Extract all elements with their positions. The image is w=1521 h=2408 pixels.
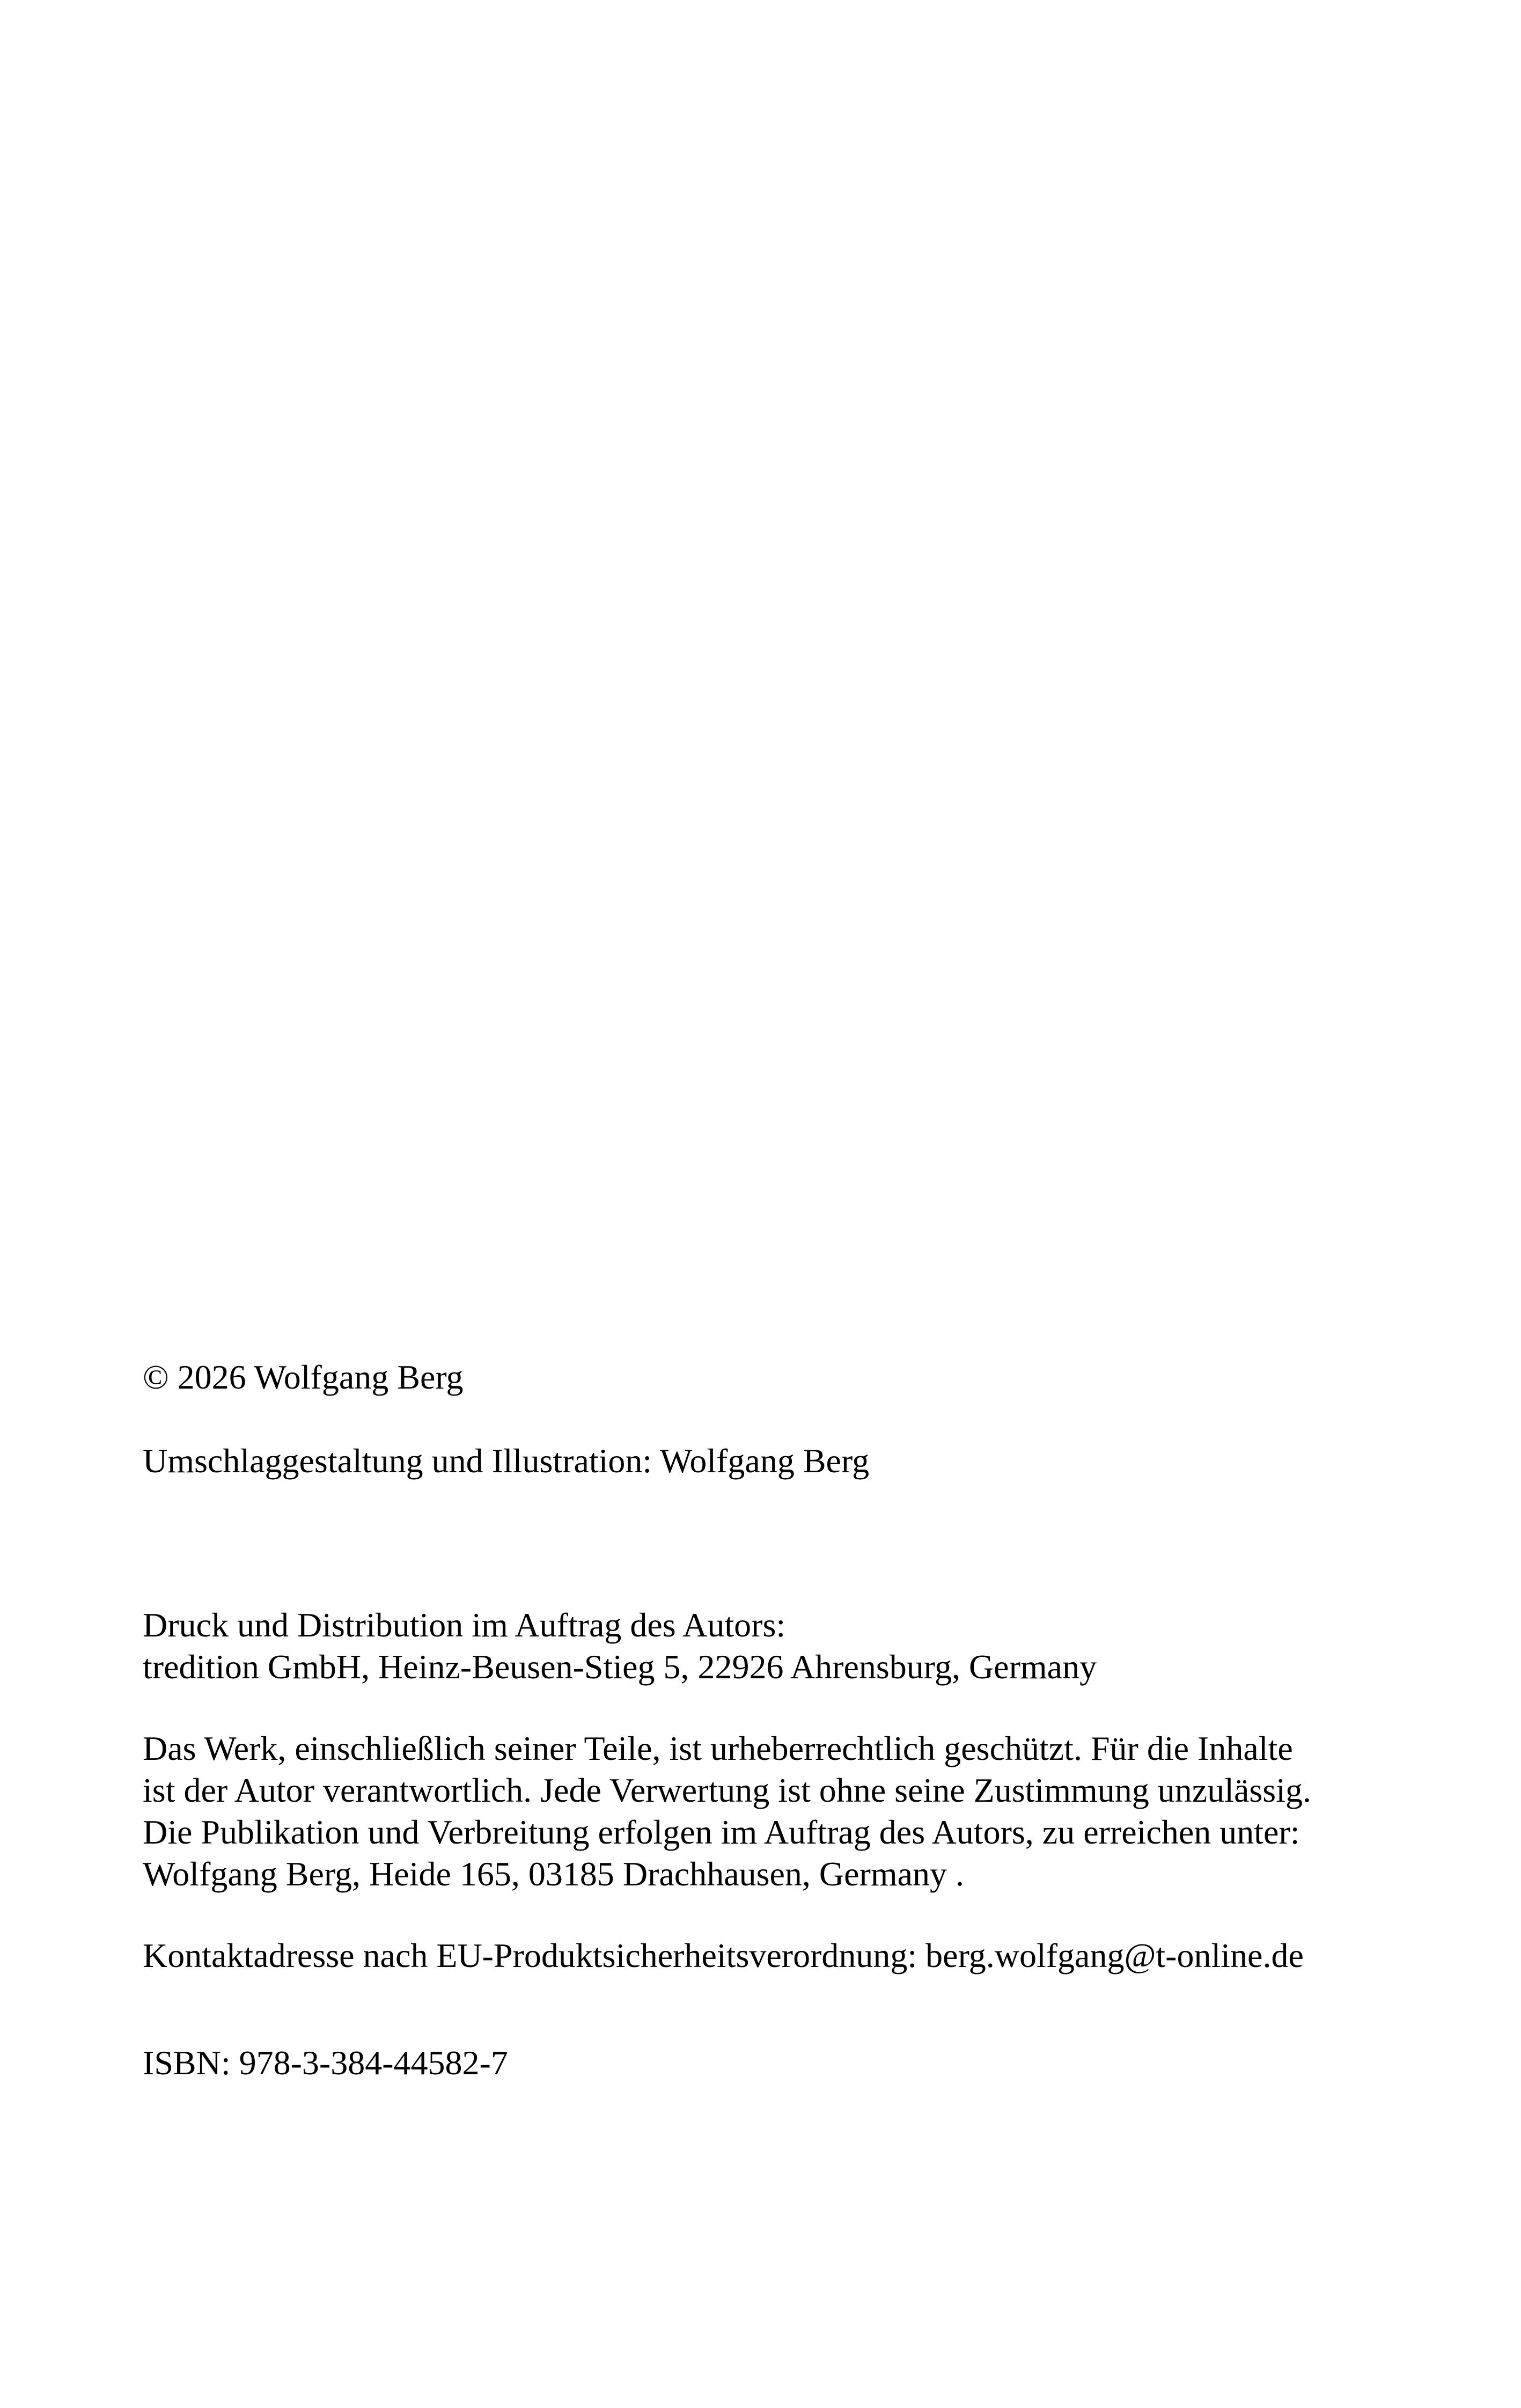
legal-notice bbox=[143, 1728, 1409, 1895]
isbn: ISBN: 978-3-384-44582-7 bbox=[143, 2044, 508, 2082]
distribution-line-1: Druck und Distribution im Auftrag des Autors: bbox=[143, 1606, 786, 1644]
imprint-block bbox=[143, 1356, 1409, 2084]
cover-credit: Umschlaggestaltung und Illustration: Wolfgang Berg bbox=[143, 1442, 870, 1480]
legal-line-3: Die Publikation und Verbreitung erfolgen im Auftrag des Autors, zu erreichen unter: bbox=[143, 1813, 1300, 1851]
distribution-line-2: tredition GmbH, Heinz-Beusen-Stieg 5, 22926 Ahrensburg, Germany bbox=[143, 1648, 1097, 1686]
copyright-notice: © 2026 Wolfgang Berg bbox=[143, 1358, 464, 1396]
legal-line-1: Das Werk, einschließlich seiner Teile, ist urheberrechtlich geschützt. Für die Inhalte bbox=[143, 1729, 1293, 1767]
legal-line-2: ist der Autor verantwortlich. Jede Verwertung ist ohne seine Zustimmung unzulässig. bbox=[143, 1771, 1311, 1809]
legal-line-4: Wolfgang Berg, Heide 165, 03185 Drachhausen, Germany . bbox=[143, 1855, 965, 1893]
contact-notice: Kontaktadresse nach EU-Produktsicherheitsverordnung: berg.wolfgang@t-online.de bbox=[143, 1936, 1304, 1974]
distribution-notice bbox=[143, 1604, 1409, 1688]
